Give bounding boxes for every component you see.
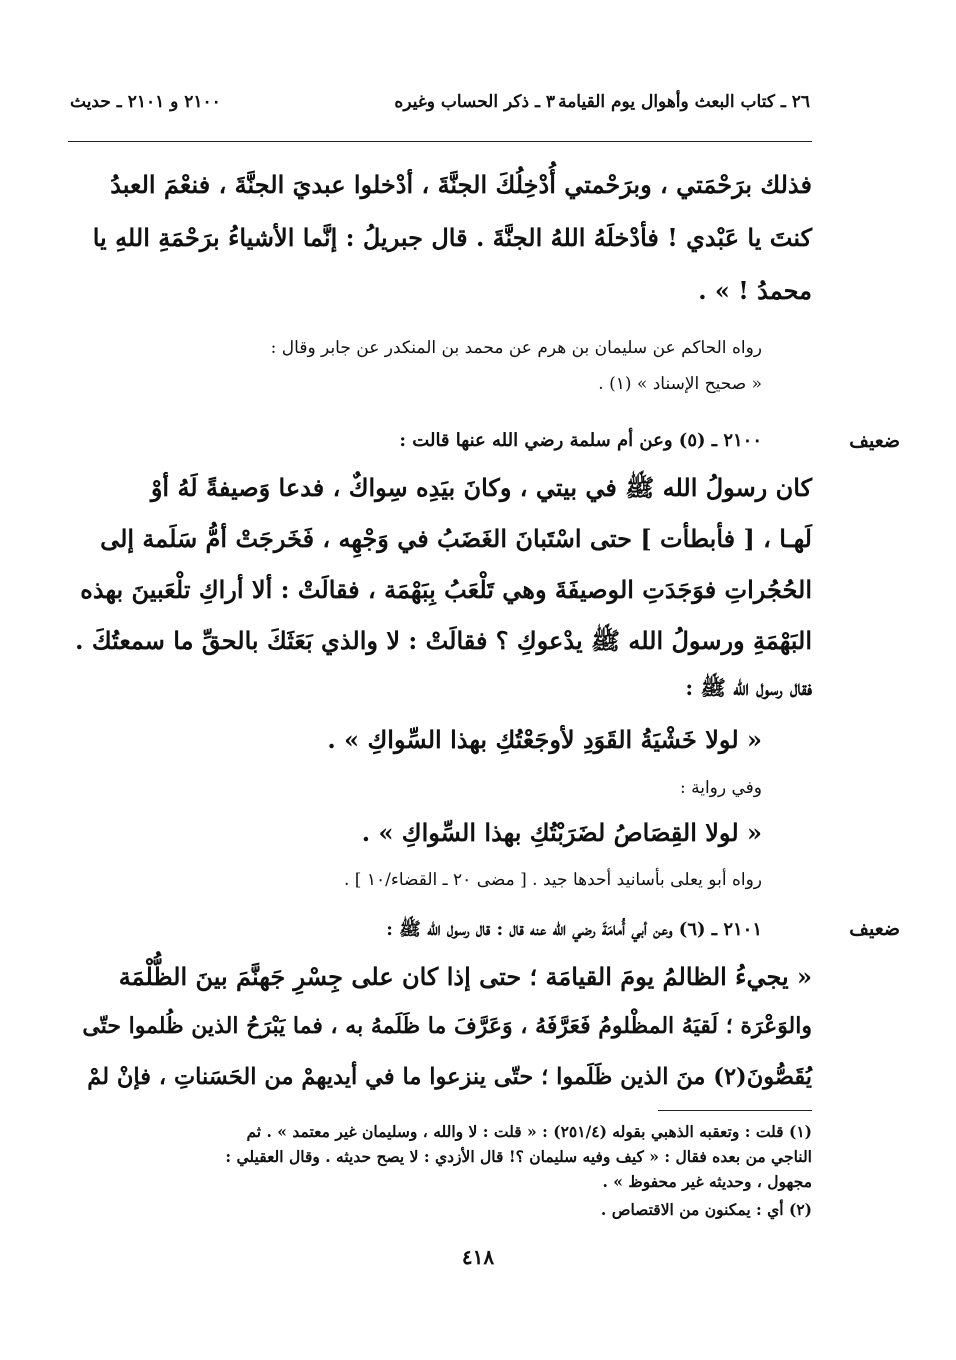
hadith-body bbox=[72, 962, 812, 1112]
header-chapter: ٢٦ ـ كتاب البعث وأهوال يوم القيامة bbox=[558, 92, 810, 112]
quote-two: « لولا القِصَاصُ لضَرَبْتُكِ بهذا السِّواكِ » . bbox=[361, 818, 762, 847]
running-header bbox=[70, 92, 810, 122]
page-number: ٤١٨ bbox=[461, 1245, 495, 1269]
source-note bbox=[72, 338, 762, 408]
source-line: « صحيح الإسناد » (١) . bbox=[598, 374, 762, 394]
text-line: الحُجُراتِ فوَجَدَتِ الوصيفَةَ وهي تَلْعَبُ بِبَهْمَة ، فقالَتْ : ألا أراكِ تلْعَبينَ بهذه bbox=[80, 575, 812, 604]
riwaya-label: وفي رواية : bbox=[679, 778, 762, 798]
footnotes bbox=[72, 1122, 812, 1237]
text-line: كان رسولُ الله ﷺ في بيتي ، وكانَ بيَدِه سِواكٌ ، فدعا وَصيفةً لَهُ أوْ bbox=[150, 473, 812, 502]
text-line: فقال رسول الله ﷺ : bbox=[685, 675, 812, 700]
hadith-heading: ٢١٠٠ ـ (٥) وعن أم سلمة رضي الله عنها قالت : bbox=[399, 430, 762, 451]
text-line: كنتَ يا عَبْدي ! فأدْخلَهُ اللهُ الجنَّةَ . قال جبريلُ : إنَّما الأشياءُ برَحْمَةِ اللهِ يا bbox=[92, 223, 812, 252]
footnote-rule bbox=[658, 1110, 812, 1111]
hadith-continuation bbox=[72, 170, 812, 320]
hadith-body bbox=[72, 473, 812, 713]
text-line: لَهـا ، [ فأبطأت ] حتى اسْتَبانَ الغَضَبُ في وَجْهِه ، فَخَرجَتْ أمُّ سَلَمة إلى bbox=[100, 524, 812, 553]
grade-label: ضعيف bbox=[849, 430, 900, 452]
header-hadith-range: ٢١٠٠ و ٢١٠١ ـ حديث bbox=[70, 92, 221, 112]
footnote-line: مجهول ، وحديثه غير محفوظ » . bbox=[602, 1172, 812, 1191]
header-rule bbox=[68, 141, 812, 142]
footnote-line: (١) قلت : وتعقبه الذهبي بقوله (٢٥١/٤) : « قلت : لا والله ، وسليمان غير معتمد » . ثم bbox=[246, 1122, 812, 1141]
header-section: ٣ ـ ذكر الحساب وغيره bbox=[394, 92, 555, 112]
text-line: « يجيءُ الظالمُ يومَ القيامَة ؛ حتى إذا كان على جِسْرِ جَهنَّمَ بينَ الظُّلْمَة bbox=[118, 962, 812, 991]
grade-label: ضعيف bbox=[849, 918, 900, 940]
quote-one: « لولا خَشْيَةُ القَوَدِ لأوجَعْتُكِ بهذا السِّواكِ » . bbox=[327, 725, 762, 754]
footnote-line: (٢) أي : يمكنون من الاقتصاص . bbox=[600, 1200, 812, 1219]
text-line: محمدُ ! » . bbox=[698, 276, 812, 305]
hadith-heading: ٢١٠١ ـ (٦) وعن أبي أُمامَةَ رضي الله عنه قال : قال رسول الله ﷺ : bbox=[386, 919, 762, 940]
text-line: يُقَصُّونَ(٢) منَ الذين ظَلَموا ؛ حتّى ينزعوا ما في أيديهمْ من الحَسَناتِ ، فإنْ لمْ bbox=[87, 1064, 812, 1090]
footnote-line: الناجي من بعده فقال : « كيف وفيه سليمان ؟! قال الأزدي : لا يصح حديثه . وقال العقيلي : bbox=[225, 1147, 812, 1166]
source-note: رواه أبو يعلى بأسانيد أحدها جيد . [ مضى ٢٠ ـ القضاء/١٠ ] . bbox=[344, 870, 762, 890]
text-line: فذلك برَحْمَتي ، وبرَحْمتي أُدْخِلُكَ الجنَّةَ ، أدْخلوا عبديَ الجنَّةَ ، فنعْمَ العبدُ bbox=[110, 170, 812, 199]
source-line: رواه الحاكم عن سليمان بن هرم عن محمد بن المنكدر عن جابر وقال : bbox=[270, 338, 762, 358]
text-line: والوَعْرَة ؛ لَقيَهُ المظْلومُ فَعَرَّفَهُ ، وَعَرَّفَ ما ظَلَمهُ به ، فما يَبْرَحُ الذين ظُلموا حتّى bbox=[82, 1013, 812, 1039]
text-line: البَهْمَةِ ورسولُ الله ﷺ يدْعوكِ ؟ فقالَتْ : لا والذي بَعَثَكَ بالحقِّ ما سمعتُكَ . bbox=[75, 626, 812, 655]
